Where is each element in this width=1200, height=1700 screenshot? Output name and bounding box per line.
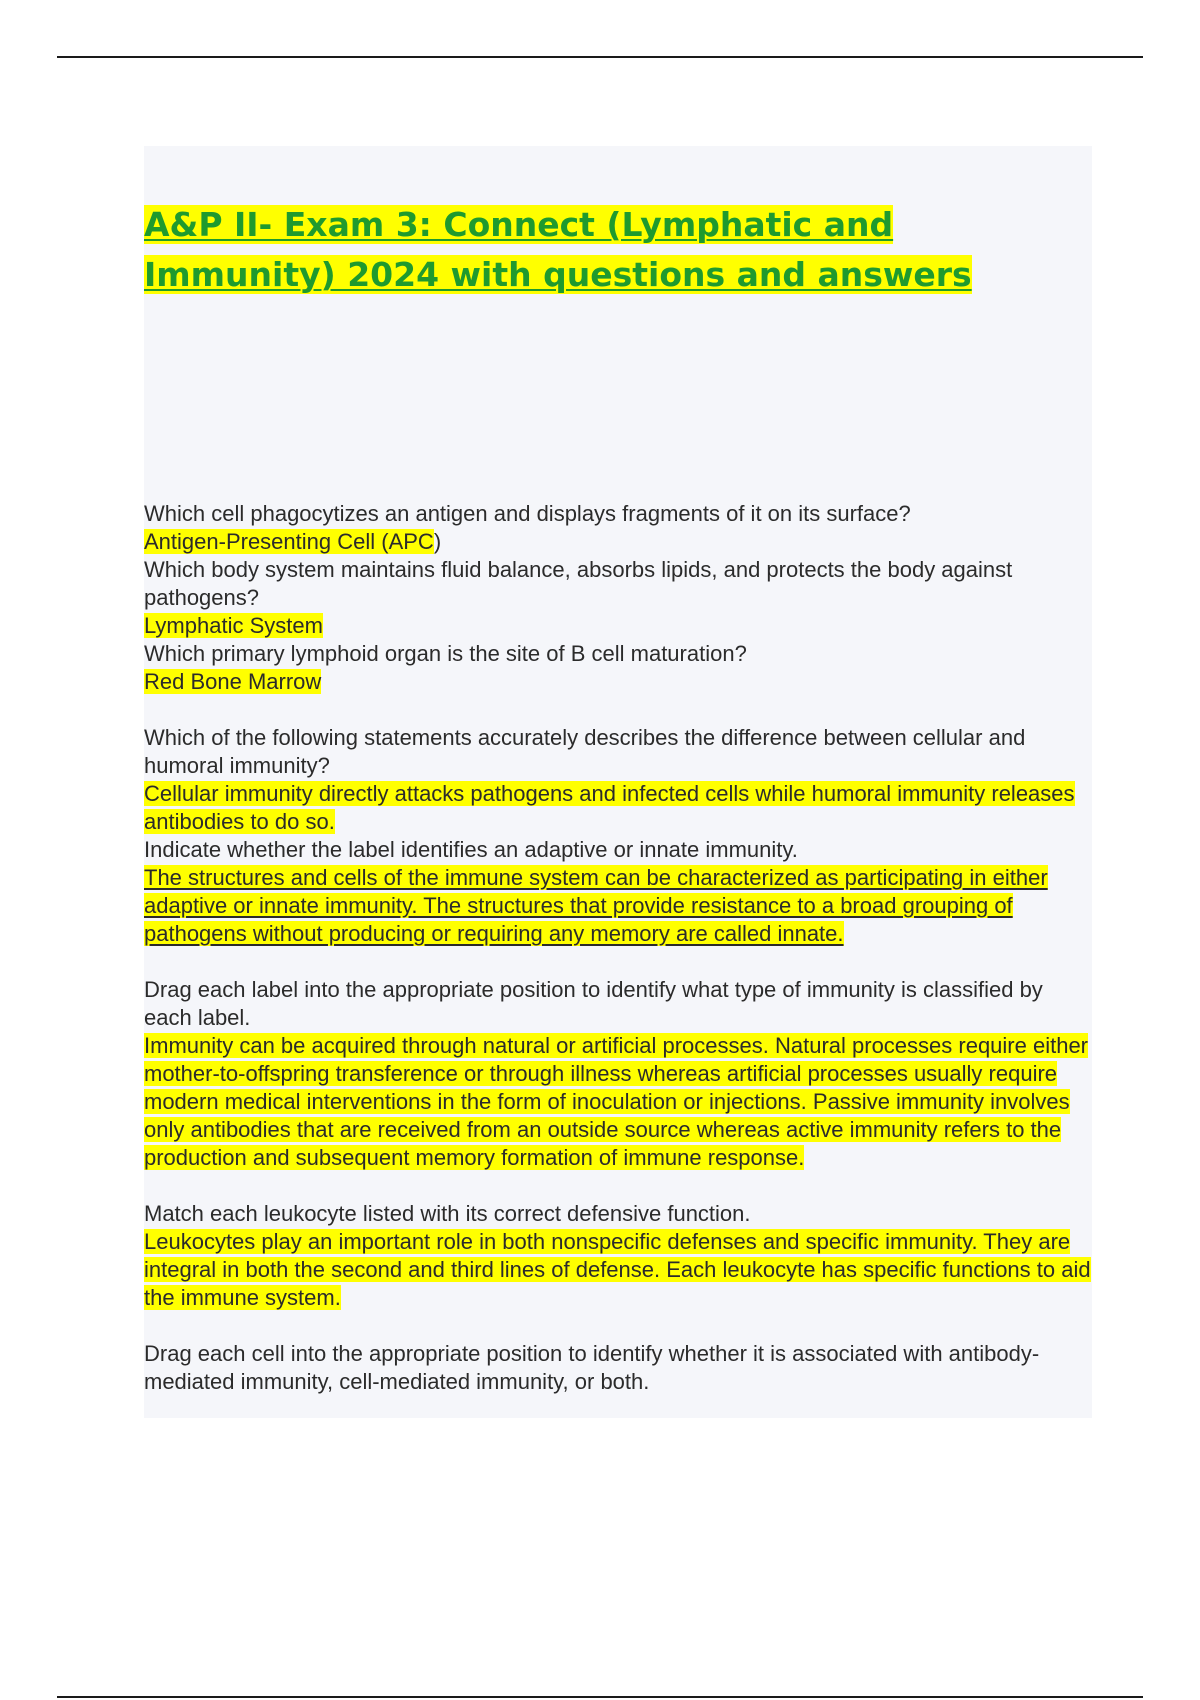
answer-text	[144, 668, 1092, 696]
spacer	[144, 1172, 1092, 1200]
document-title-text: A&P II- Exam 3: Connect (Lymphatic and Immunity) 2024 with questions and answers	[144, 205, 972, 294]
answer-text	[144, 528, 1092, 556]
top-rule	[57, 56, 1143, 58]
answer-highlight: Red Bone Marrow	[144, 669, 322, 694]
answer-highlight: Immunity can be acquired through natural or artificial processes. Natural processes require either mother-to-offspring transference or through illness whereas artificial processes usually require modern medical interventions in the form of inoculation or injections. Passive immunity involves only antibodies that are received from an outside source whereas active immunity refers to the production and subsequent memory formation of immune response.	[144, 1033, 1089, 1170]
question-text: Which primary lymphoid organ is the site of B cell maturation?	[144, 641, 747, 666]
answer-tail: )	[433, 529, 442, 554]
answer-highlight: Lymphatic System	[144, 613, 323, 638]
question-text: Which body system maintains fluid balance, absorbs lipids, and protects the body against pathogens?	[144, 557, 1013, 610]
question-text: Match each leukocyte listed with its correct defensive function.	[144, 1201, 751, 1226]
spacer	[144, 696, 1092, 724]
answer-highlight: Antigen-Presenting Cell (APC	[144, 529, 434, 554]
question-text: Which of the following statements accurately describes the difference between cellular and humoral immunity?	[144, 725, 1026, 778]
answer-text	[144, 612, 1092, 640]
answer-text	[144, 864, 1092, 948]
question-text: Drag each cell into the appropriate position to identify whether it is associated with antibody-mediated immunity, cell-mediated immunity, or both.	[144, 1341, 1040, 1394]
bottom-rule	[57, 1696, 1143, 1698]
question-text: Which cell phagocytizes an antigen and displays fragments of it on its surface?	[144, 501, 911, 526]
document-page	[144, 146, 1092, 1418]
spacer	[144, 948, 1092, 976]
question-text: Indicate whether the label identifies an adaptive or innate immunity.	[144, 837, 798, 862]
answer-highlight: The structures and cells of the immune system can be characterized as participating in either adaptive or innate immunity. The structures that provide resistance to a broad grouping of pathogens without producing or requiring any memory are called innate.	[144, 865, 1048, 946]
answer-text	[144, 1228, 1092, 1312]
answer-text	[144, 1032, 1092, 1172]
answer-highlight: Leukocytes play an important role in both nonspecific defenses and specific immunity. They are integral in both the second and third lines of defense. Each leukocyte has specific functions to aid the immune system.	[144, 1229, 1091, 1310]
spacer	[144, 1312, 1092, 1340]
question-list	[144, 500, 1092, 1396]
question-text: Drag each label into the appropriate position to identify what type of immunity is classified by each label.	[144, 977, 1043, 1030]
answer-highlight: Cellular immunity directly attacks pathogens and infected cells while humoral immunity releases antibodies to do so.	[144, 781, 1075, 834]
document-title	[144, 200, 1092, 300]
answer-text	[144, 780, 1092, 836]
